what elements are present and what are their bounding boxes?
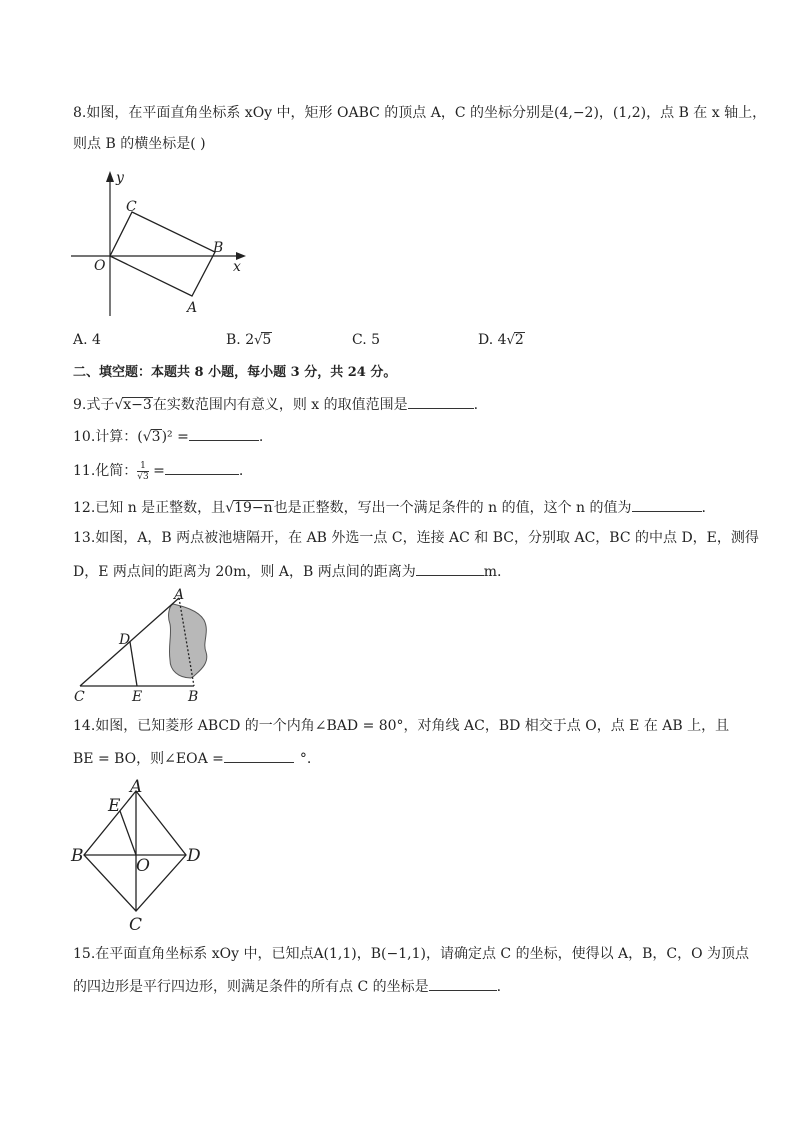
q8-option-a: A. 4 — [73, 332, 101, 348]
q14-label-e: E — [108, 796, 121, 816]
q10-answer-blank[interactable] — [189, 426, 259, 441]
q8-figure — [66, 166, 256, 318]
q9-text: 9.式子√x−3在实数范围内有意义，则 x 的取值范围是 . — [73, 394, 478, 415]
q15-text-line2: 的四边形是平行四边形，则满足条件的所有点 C 的坐标是 . — [73, 976, 501, 997]
q14-text-line2: BE = BO，则∠EOA = °. — [73, 748, 311, 769]
q13-label-e: E — [132, 689, 143, 705]
q8-label-x: x — [233, 259, 241, 275]
q14-answer-blank[interactable] — [224, 748, 294, 763]
q8-label-c: C — [126, 199, 137, 215]
q11-fraction: $\frac{1}{√3}$ — [137, 460, 149, 482]
q13-text-line1: 13.如图，A，B 两点被池塘隔开，在 AB 外选一点 C，连接 AC 和 BC，分别取 AC，BC 的中点 D，E，测得 — [73, 530, 759, 546]
q14-label-b: B — [71, 846, 84, 866]
q14-label-o: O — [136, 856, 150, 876]
q8-label-b: B — [213, 240, 224, 256]
q8-label-o: O — [94, 258, 106, 274]
q11-text: 11.化简： $\frac{1}{√3}$ = . — [73, 460, 244, 482]
q11-answer-blank[interactable] — [165, 460, 239, 475]
q13-figure — [70, 586, 220, 706]
pond-shape — [169, 604, 207, 678]
q8-option-c: C. 5 — [352, 332, 381, 348]
q13-label-b: B — [188, 689, 199, 705]
q14-figure — [68, 775, 208, 935]
q9-answer-blank[interactable] — [408, 394, 474, 409]
q14-label-d: D — [187, 846, 201, 866]
q13-answer-blank[interactable] — [416, 561, 484, 576]
q13-text-line2: D，E 两点间的距离为 20m，则 A，B 两点间的距离为 m. — [73, 561, 501, 582]
q8-label-y: y — [116, 170, 124, 186]
q14-label-c: C — [129, 915, 143, 935]
q8-text-line2: 则点 B 的横坐标是( ) — [73, 136, 206, 152]
q13-label-d: D — [119, 632, 131, 648]
q15-answer-blank[interactable] — [429, 976, 497, 991]
q14-label-a: A — [130, 777, 143, 797]
q8-option-d: D. 4√2 — [478, 332, 524, 348]
q14-text-line1: 14.如图，已知菱形 ABCD 的一个内角∠BAD = 80°，对角线 AC，BD 相交于点 O，点 E 在 AB 上，且 — [73, 718, 730, 734]
q12-text: 12.已知 n 是正整数，且√19−n也是正整数，写出一个满足条件的 n 的值，这个 n 的值为 . — [73, 497, 706, 518]
q8-text-line1: 8.如图，在平面直角坐标系 xOy 中，矩形 OABC 的顶点 A，C 的坐标分别是(4,−2)，(1,2)，点 B 在 x 轴上， — [73, 105, 767, 121]
section-heading: 二、填空题：本题共 8 小题，每小题 3 分，共 24 分。 — [73, 365, 397, 380]
q10-text: 10.计算：(√3)² = . — [73, 426, 263, 447]
q13-label-a: A — [174, 587, 185, 603]
q12-answer-blank[interactable] — [632, 497, 702, 512]
q8-option-b: B. 2√5 — [226, 332, 272, 348]
q15-text-line1: 15.在平面直角坐标系 xOy 中，已知点A(1,1)，B(−1,1)，请确定点 C 的坐标，使得以 A，B，C，O 为顶点 — [73, 946, 750, 962]
q13-label-c: C — [74, 689, 85, 705]
q8-label-a: A — [187, 300, 198, 316]
